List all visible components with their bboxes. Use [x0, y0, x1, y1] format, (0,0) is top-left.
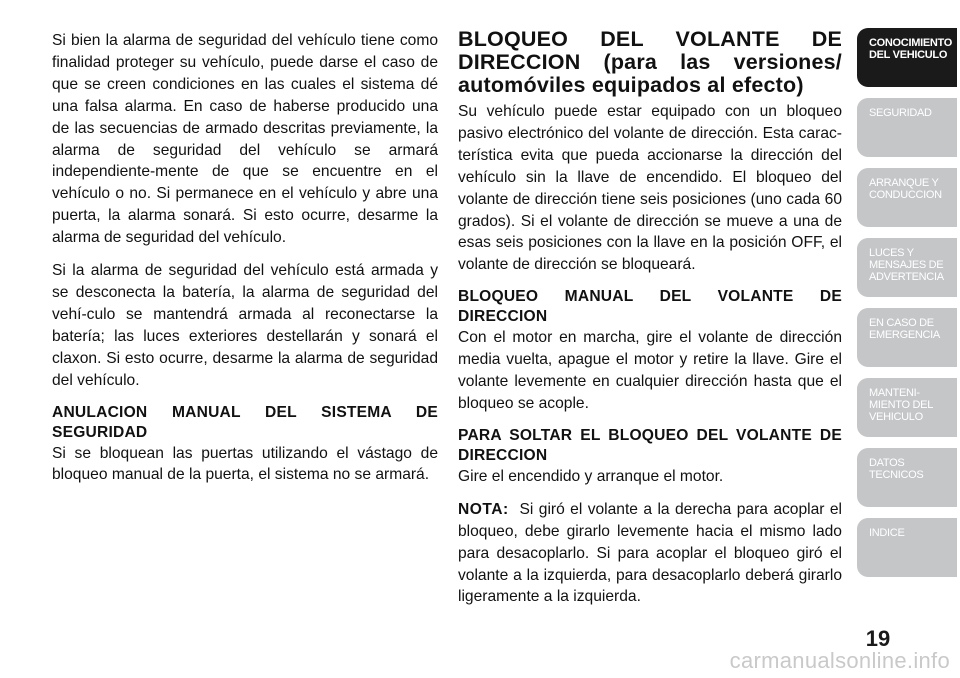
section-heading: BLOQUEO MANUAL DEL VOLANTE DE DIRECCION: [458, 288, 842, 326]
tab-luces-y-mensajes[interactable]: [857, 238, 957, 297]
watermark: carmanualsonline.info: [729, 648, 950, 673]
tab-label: MANTENI- MIENTO DEL VEHICULO: [869, 387, 934, 424]
paragraph: Gire el encendido y arranque el motor.: [458, 467, 724, 485]
tab-arranque-y-conduccion[interactable]: [857, 168, 957, 227]
tab-seguridad[interactable]: [857, 98, 957, 157]
tab-label: CONOCIMIENTO DEL VEHICULO: [869, 37, 952, 62]
tab-label: ARRANQUE Y CONDUCCION: [869, 177, 942, 202]
paragraph: Si se bloquean las puertas utilizando el vástago de bloqueo manual de la puerta, el sistema no se armará.: [52, 444, 438, 484]
tab-en-caso-de-emergencia[interactable]: [857, 308, 957, 367]
left-column: [52, 30, 438, 497]
tab-conocimiento-del-vehiculo[interactable]: [857, 28, 957, 87]
tab-indice[interactable]: [857, 518, 957, 577]
tab-label: INDICE: [869, 527, 905, 539]
paragraph: Su vehículo puede estar equipado con un bloqueo pasivo electrónico del volante de dirección. Esta carac-terística evita que pueda accionarse la dirección del vehículo sin la llave de encendido. El bloqueo del volante de dirección tiene seis posiciones (uno cada 60 grados). Si el volante de dirección se mueve a una de esas seis posiciones con la llave en la posición OFF, el volante de dirección se bloqueará.: [458, 103, 842, 274]
section-heading: PARA SOLTAR EL BLOQUEO DEL VOLANTE DE DIRECCION: [458, 426, 842, 464]
page-number: 19: [865, 626, 891, 651]
note-text: Si giró el volante a la derecha para acoplar el bloqueo, debe girarlo levemente hacia el mismo lado para desacoplarlo. Si para acoplar el bloqueo giró el volante a la izquierda, para desacoplarlo deberá girarlo ligeramente a la izquierda.: [458, 500, 842, 606]
tab-label: LUCES Y MENSAJES DE ADVERTENCIA: [869, 247, 944, 284]
paragraph: Con el motor en marcha, gire el volante de dirección media vuelta, apague el motor y retire la llave. Gire el volante levemente en cualquier dirección hasta que el bloqueo se acople.: [458, 329, 842, 412]
tab-label: SEGURIDAD: [869, 107, 932, 119]
paragraph: Si la alarma de seguridad del vehículo está armada y se desconecta la batería, la alarma de seguridad del vehí-culo se mantendrá armada al reconectarse la batería; las luces exteriores destellarán y sonará el claxon. Si esto ocurre, desarme la alarma de seguridad del vehículo.: [52, 262, 438, 389]
note-paragraph: [458, 499, 842, 609]
tab-label: EN CASO DE EMERGENCIA: [869, 317, 940, 342]
chapter-tabs: [857, 28, 957, 588]
paragraph: Si bien la alarma de seguridad del vehículo tiene como finalidad proteger su vehículo, puede darse el caso de que se creen condiciones en las cuales el sistema dé una falsa alarma. En caso de haberse producido una de las secuencias de armado descritas previamente, la alarma de seguridad del vehículo se armará independiente-mente de que se encuentre en el vehículo o no. Si permanece en el vehículo y abre una puerta, la alarma sonará. Si esto ocurre, desarme la alarma de seguridad del vehículo.: [52, 32, 438, 247]
tab-datos-tecnicos[interactable]: [857, 448, 957, 507]
right-column: [458, 28, 842, 619]
main-heading: BLOQUEO DEL VOLANTE DE DIRECCION (para las versiones/ automóviles equipados al efecto): [458, 27, 842, 97]
section-heading: ANULACION MANUAL DEL SISTEMA DE SEGURIDAD: [52, 403, 438, 441]
note-label: NOTA:: [458, 500, 509, 518]
tab-label: DATOS TECNICOS: [869, 457, 924, 482]
tab-mantenimiento[interactable]: [857, 378, 957, 437]
